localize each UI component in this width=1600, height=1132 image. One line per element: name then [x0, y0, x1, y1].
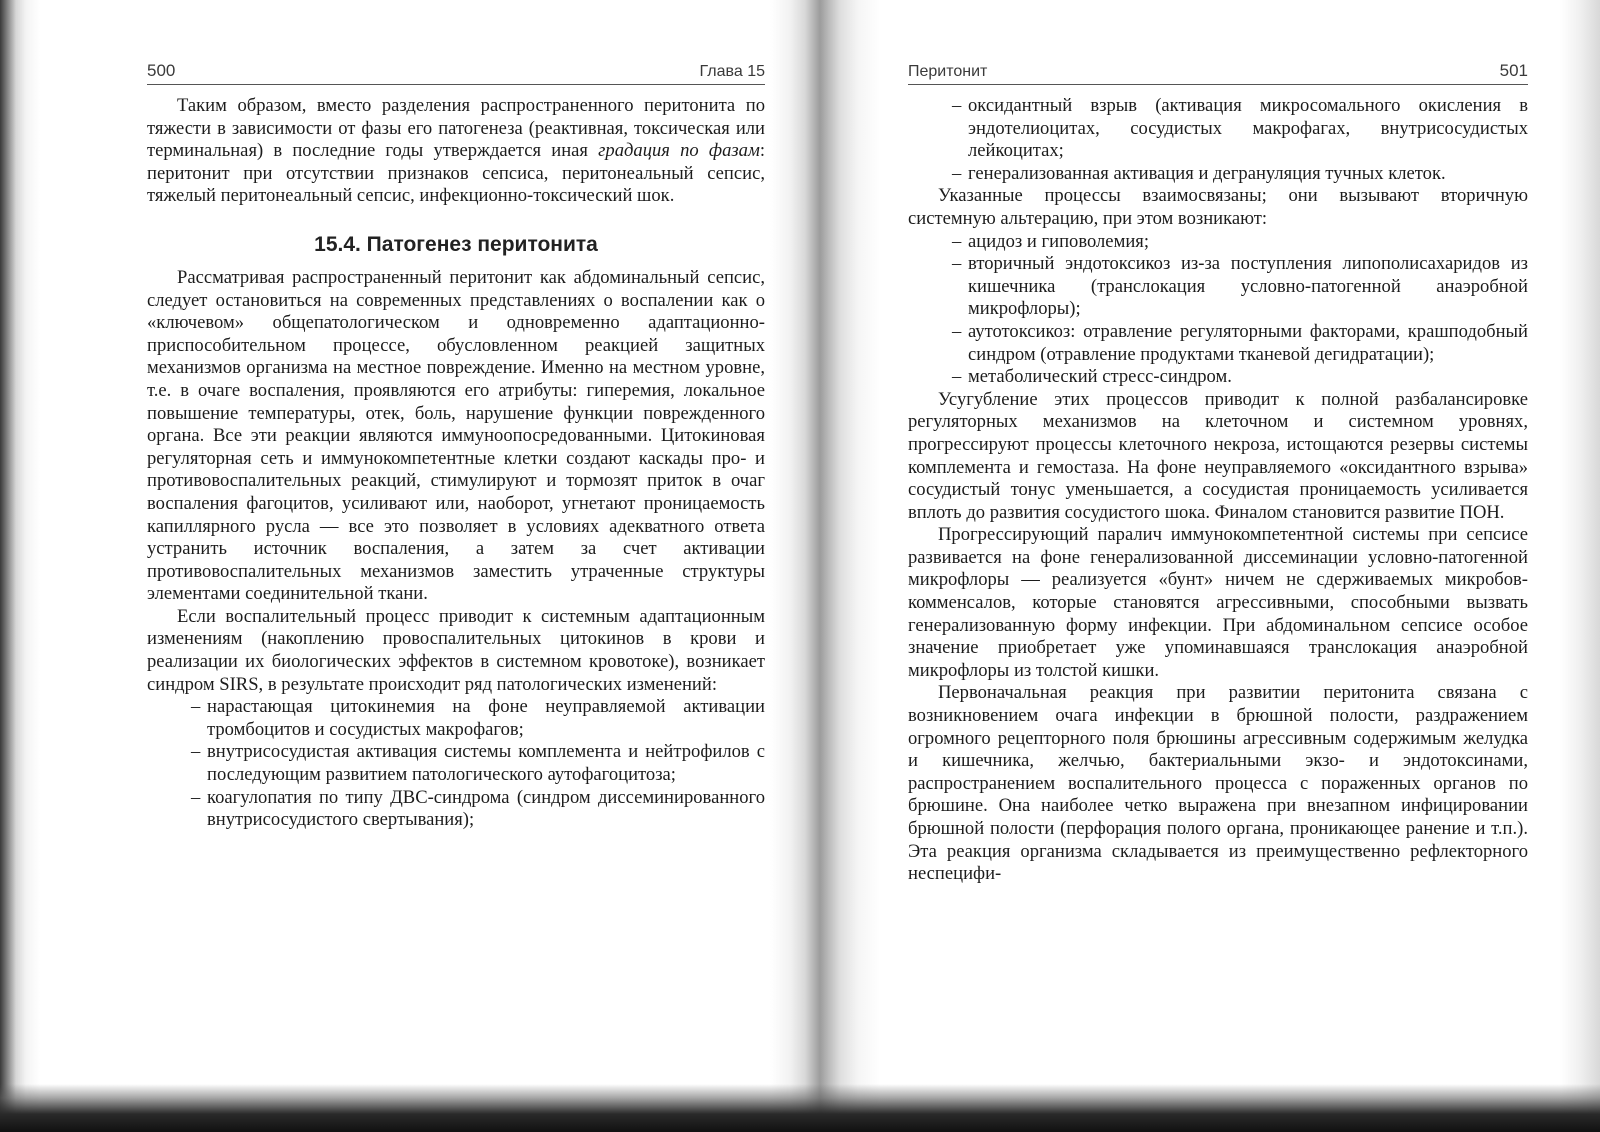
dash-list [908, 231, 1528, 389]
list-item-text: ацидоз и гиповолемия; [968, 230, 1149, 252]
left-page [147, 56, 765, 832]
right-page-body [908, 95, 1528, 886]
paragraph-text: Таким образом, вместо разделения распространенного перитонита по тяжести в зависимости от фазы его патогенеза (реактивная, токсическая или терминальная) в последние годы утверждается иная [147, 95, 765, 162]
paragraph [147, 95, 765, 208]
list-item [952, 230, 1528, 254]
list-item-text: метаболический стресс-синдром. [968, 366, 1232, 388]
list-item [952, 320, 1528, 366]
dash-marker: – [952, 95, 962, 116]
dash-marker: – [191, 741, 201, 763]
dash-marker: – [952, 320, 962, 342]
dash-list [147, 696, 765, 832]
section-heading: 15.4. Патогенез перитонита [314, 232, 598, 256]
dash-marker: – [191, 696, 201, 718]
paragraph: Прогрессирующий паралич иммунокомпетентной системы при сепсисе развивается на фоне генерализованной диссеминации условно-патогенной микрофлоры — реализуется «бунт» ничем не сдерживаемых микробов-комменсалов, которые становятся агрессивными, способными вызвать генерализованную форму инфекции. При абдоминальном сепсисе особое значение приобретает уже упоминавшаяся транслокация анаэробной микрофлоры из толстой кишки. [908, 524, 1528, 681]
list-item [952, 162, 1528, 186]
list-item [191, 696, 765, 741]
list-item-text: генерализованная активация и дегрануляция тучных клеток. [968, 162, 1446, 184]
dash-list [908, 95, 1528, 185]
list-item-text: внутрисосудистая активация системы комплемента и нейтрофилов с последующим развитием патологического аутофагоцитоза; [207, 741, 765, 786]
scan-bottom-shadow [0, 1084, 1600, 1132]
left-running-head [147, 56, 765, 85]
list-item [191, 786, 765, 832]
list-item-text: коагулопатия по типу ДВС-синдрома (синдром диссеминированного внутрисосудистого свертывания); [207, 786, 765, 831]
dash-marker: – [952, 162, 962, 184]
paragraph: Указанные процессы взаимосвязаны; они вызывают вторичную системную альтерацию, при этом возникают: [908, 185, 1528, 229]
dash-marker: – [191, 786, 201, 808]
emphasis-text: градация по фазам [598, 140, 760, 162]
right-page [908, 56, 1528, 886]
dash-marker: – [952, 230, 962, 252]
dash-marker: – [952, 366, 962, 388]
paragraph: Рассматривая распространенный перитонит как абдоминальный сепсис, следует остановиться на современных представлениях о воспалении как о «ключевом» общепатологическом и одновременно адаптационно-приспособительном процессе, обусловленном реакцией защитных механизмов организма на местное повреждение. Именно на местном уровне, т.е. в очаге воспаления, проявляются его атрибуты: гиперемия, локальное повышение температуры, отек, боль, нарушение функции поврежденного органа. Все эти реакции являются иммуноопосредованными. Цитокиновая регуляторная сеть и иммунокомпетентные клетки создают каскады про- и противовоспалительных реакций, стимулируют и тормозят приток в очаг воспаления фагоцитов, усиливают или, наоборот, угнетают проницаемость капиллярного русла — все это позволяет в условиях адекватного ответа устранить источник воспаления, а затем за счет активации противовоспалительных механизмов заместить утраченные структуры элементами соединительной ткани. [147, 266, 765, 605]
right-running-head [908, 56, 1528, 85]
running-title: Перитонит [908, 63, 988, 80]
left-page-body [147, 95, 765, 832]
list-item-text: нарастающая цитокинемия на фоне неуправляемой активации тромбоцитов и сосудистых макрофагов; [207, 696, 765, 740]
paragraph-text: : перитонит при отсутствии признаков сепсиса, перитонеальный сепсис, тяжелый перитонеальный сепсис, инфекционно-токсический шок. [147, 140, 765, 207]
paragraph: Первоначальная реакция при развитии перитонита связана с возникновением очага инфекции в брюшной полости, раздражением огромного рецепторного поля брюшины агрессивным содержимым желудка и кишечника, желчью, бактериальными экзо- и эндотоксинами, распространением воспалительного процесса с пораженных органов по брюшине. Она наиболее четко выражена при внезапном инфицировании брюшной полости (перфорация полого органа, проникающее ранение и т.п.). Эта реакция организма складывается из преимущественно рефлекторного неспецифи- [908, 682, 1528, 885]
chapter-title: Глава 15 [699, 63, 765, 80]
list-item [952, 366, 1528, 389]
list-item [952, 253, 1528, 321]
right-page-number: 501 [1499, 61, 1528, 80]
paragraph: Усугубление этих процессов приводит к полной разбалансировке регуляторных механизмов на клеточном и системном уровнях, прогрессируют процессы клеточного некроза, истощаются резервы системы комплемента и гемостаза. На фоне неуправляемого «оксидантного взрыва» сосудистый тонус уменьшается, а сосудистая проницаемость усиливается вплоть до развития сосудистого шока. Финалом становится развитие ПОН. [908, 388, 1528, 523]
list-item [191, 741, 765, 786]
list-item-text: оксидантный взрыв (активация микросомального окисления в эндотелиоцитах, сосудистых макрофагах, внутрисосудистых лейкоцитах; [968, 95, 1528, 162]
paragraph: Если воспалительный процесс приводит к системным адаптационным изменениям (накоплению провоспалительных цитокинов в крови и реализации их биологических эффектов в системном кровотоке), возникает синдром SIRS, в результате происходит ряд патологических изменений: [147, 605, 765, 695]
dash-marker: – [952, 253, 962, 275]
left-page-number: 500 [147, 61, 176, 80]
list-item-text: аутотоксикоз: отравление регуляторными факторами, крашподобный синдром (отравление продуктами тканевой дегидратации); [968, 320, 1528, 365]
list-item-text: вторичный эндотоксикоз из-за поступления липополисахаридов из кишечника (транслокация условно-патогенной анаэробной микрофлоры); [968, 253, 1528, 320]
list-item [952, 95, 1528, 163]
